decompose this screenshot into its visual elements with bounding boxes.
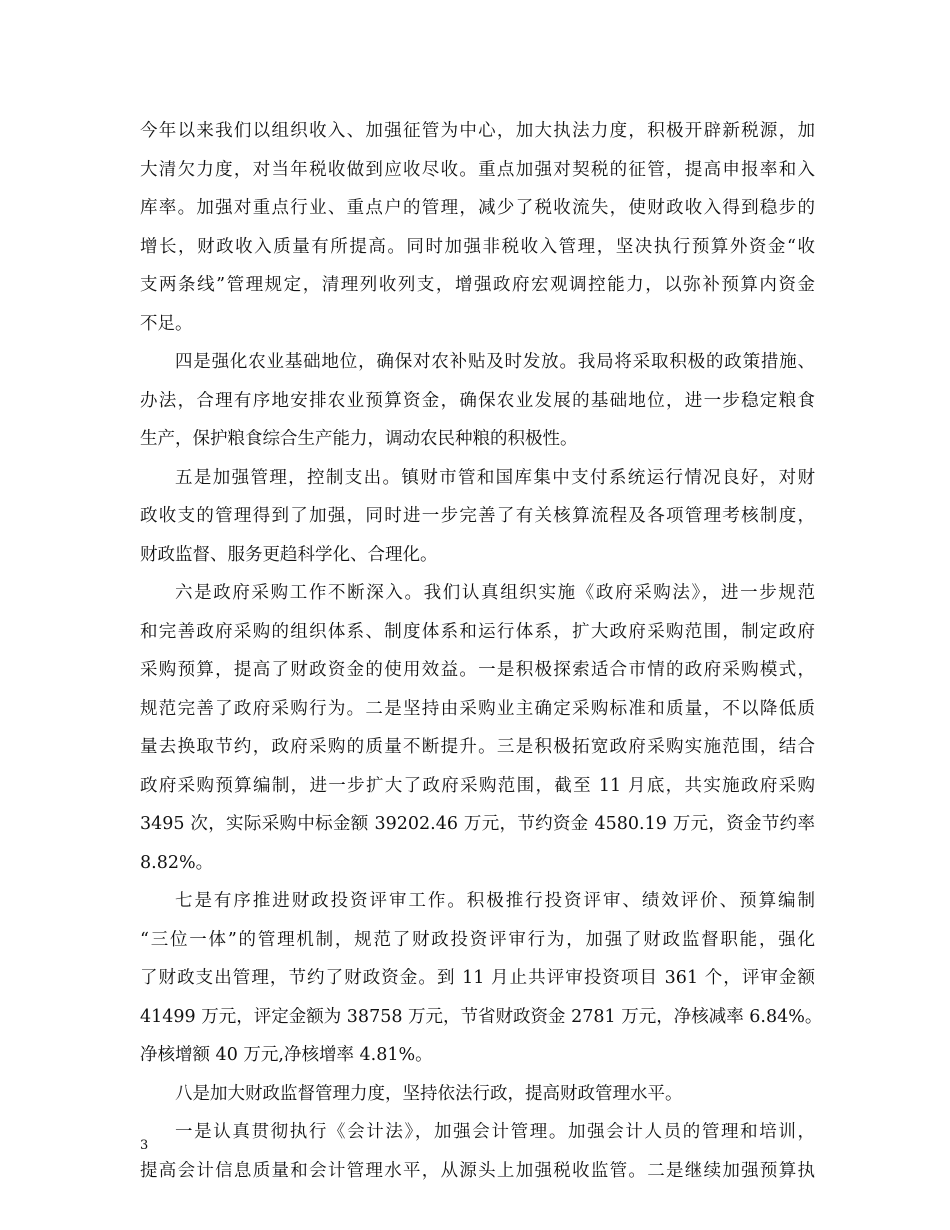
text-line: 生产，保护粮食综合生产能力，调动农民种粮的积极性。 xyxy=(140,429,578,449)
text-line: 采购预算，提高了财政资金的使用效益。一是积极探索适合市情的政府采购模式， xyxy=(140,660,815,680)
document-body xyxy=(140,112,823,1190)
text-line: 六是政府采购工作不断深入。我们认真组织实施《政府采购法》，进一步规范 xyxy=(175,583,815,603)
paragraph xyxy=(140,882,823,1075)
paragraph xyxy=(140,1075,815,1114)
text-line: 提高会计信息质量和会计管理水平，从源头上加强税收监管。二是继续加强预算执 xyxy=(140,1160,815,1181)
paragraph xyxy=(140,112,815,343)
text-line: 大清欠力度，对当年税收做到应收尽收。重点加强对契税的征管，提高申报率和入 xyxy=(140,159,815,180)
paragraph xyxy=(140,459,815,575)
text-line: 3495 次，实际采购中标金额 39202.46 万元，节约资金 4580.19 万元，资金节约率 xyxy=(140,814,815,834)
text-line: 七是有序推进财政投资评审工作。积极推行投资评审、绩效评价、预算编制 xyxy=(175,891,815,911)
text-line: 增长，财政收入质量有所提高。同时加强非税收入管理，坚决执行预算外资金“收 xyxy=(140,236,815,257)
paragraph xyxy=(140,1113,815,1190)
paragraph xyxy=(140,343,815,459)
text-line: 五是加强管理，控制支出。镇财市管和国库集中支付系统运行情况良好，对财 xyxy=(175,467,815,488)
text-line: 办法，合理有序地安排农业预算资金，确保农业发展的基础地位，进一步稳定粮食 xyxy=(140,390,815,411)
text-line: 八是加大财政监督管理力度，坚持依法行政，提高财政管理水平。 xyxy=(175,1083,683,1104)
text-line: 了财政支出管理，节约了财政资金。到 11 月止共评审投资项目 361 个，评审金额 xyxy=(140,968,815,988)
text-line: 支两条线”管理规定，清理列收列支，增强政府宏观调控能力，以弥补预算内资金 xyxy=(140,275,815,295)
text-line: 8.82%。 xyxy=(140,852,214,873)
text-line: 政府采购预算编制，进一步扩大了政府采购范围，截至 11 月底，共实施政府采购 xyxy=(140,775,815,796)
text-line: 不足。 xyxy=(140,313,193,334)
text-line: 政收支的管理得到了加强，同时进一步完善了有关核算流程及各项管理考核制度， xyxy=(140,506,815,526)
text-line: 四是强化农业基础地位，确保对农补贴及时发放。我局将采取积极的政策措施、 xyxy=(175,352,815,372)
text-line: 量去换取节约，政府采购的质量不断提升。三是积极拓宽政府采购实施范围，结合 xyxy=(140,737,815,757)
paragraph xyxy=(140,574,815,882)
text-line: 库率。加强对重点行业、重点户的管理，减少了税收流失，使财政收入得到稳步的 xyxy=(140,198,815,218)
text-line: 规范完善了政府采购行为。二是坚持由采购业主确定采购标准和质量，不以降低质 xyxy=(140,698,815,719)
text-line: 财政监督、服务更趋科学化、合理化。 xyxy=(140,544,438,565)
text-line: 41499 万元，评定金额为 38758 万元，节省财政资金 2781 万元，净核减率 6.84%。 xyxy=(140,1006,823,1027)
page-number: 3 xyxy=(140,1138,149,1153)
text-line: 和完善政府采购的组织体系、制度体系和运行体系，扩大政府采购范围，制定政府 xyxy=(140,621,815,642)
text-line: 净核增额 40 万元,净核增率 4.81%。 xyxy=(140,1045,433,1065)
text-line: “三位一体”的管理机制，规范了财政投资评审行为，加强了财政监督职能，强化 xyxy=(140,929,815,950)
text-line: 今年以来我们以组织收入、加强征管为中心，加大执法力度，积极开辟新税源，加 xyxy=(140,121,815,141)
text-line: 一是认真贯彻执行《会计法》，加强会计管理。加强会计人员的管理和培训， xyxy=(175,1122,815,1142)
